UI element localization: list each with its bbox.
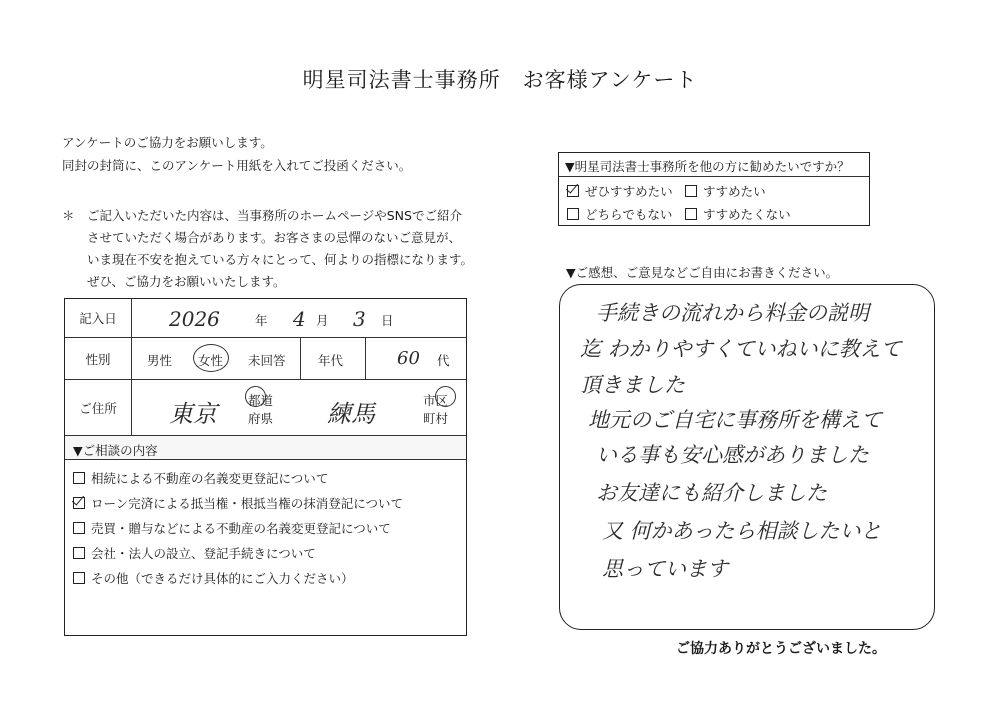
thanks-message: ご協力ありがとうございました。 xyxy=(676,641,886,657)
customer-info-table xyxy=(64,298,467,636)
intro-line: 同封の封筒に、このアンケート用紙を入れてご投函ください。 xyxy=(62,158,412,173)
note-line: させていただく場合があります。お客さまの忌憚のないご意見が、 xyxy=(87,230,462,245)
checkbox-checked-icon[interactable] xyxy=(73,497,85,509)
comment-line: 頂きました xyxy=(580,373,685,397)
month-unit: 月 xyxy=(316,313,329,328)
comments-label: ▼ご感想、ご意見などご自由にお書きください。 xyxy=(566,265,839,280)
divider xyxy=(300,338,301,380)
date-month-value[interactable]: 4 xyxy=(293,307,306,331)
age-label: 年代 xyxy=(318,353,344,368)
recommend-option[interactable]: どちらでもない xyxy=(567,205,672,223)
city-value[interactable]: 練馬 xyxy=(327,400,375,428)
prefecture-unit-bottom: 府県 xyxy=(248,411,274,426)
intro-text xyxy=(62,131,411,177)
address-row xyxy=(65,380,466,436)
recommend-option[interactable]: すすめたくない xyxy=(685,205,791,223)
asterisk-mark: ＊ xyxy=(62,208,75,223)
prefecture-value[interactable]: 東京 xyxy=(169,400,217,428)
gender-label: 性別 xyxy=(65,338,132,379)
date-day-value[interactable]: 3 xyxy=(353,307,366,331)
comment-line: 思っています xyxy=(602,557,728,581)
consult-header: ▼ご相談の内容 xyxy=(65,436,466,460)
note-line: いま現在不安を抱えている方々にとって、何よりの指標になります。 xyxy=(87,252,474,267)
checkbox-icon[interactable] xyxy=(73,572,85,584)
selection-circle-icon xyxy=(435,386,456,407)
date-row xyxy=(65,299,466,338)
comment-line: 又 何かあったら相談したいと xyxy=(602,519,882,543)
age-unit: 代 xyxy=(437,353,450,368)
consult-item[interactable]: その他（できるだけ具体的にご入力ください） xyxy=(73,569,354,587)
intro-line: アンケートのご協力をお願いします。 xyxy=(62,135,273,150)
gender-row xyxy=(65,338,466,380)
comments-box[interactable] xyxy=(559,284,935,630)
checkbox-icon[interactable] xyxy=(73,522,85,534)
checkbox-icon[interactable] xyxy=(685,185,697,197)
date-label: 記入日 xyxy=(65,299,132,337)
comment-line: 手続きの流れから料金の説明 xyxy=(596,301,869,325)
selection-circle-icon xyxy=(193,344,229,372)
note-line: ぜひ、ご協力をお願いいたします。 xyxy=(87,274,286,289)
recommend-option[interactable]: すすめたい xyxy=(685,182,766,200)
note-line: ご記入いただいた内容は、当事務所のホームページやSNSでご紹介 xyxy=(87,208,462,223)
checkbox-icon[interactable] xyxy=(567,208,579,220)
checkbox-icon[interactable] xyxy=(73,547,85,559)
prefecture-unit-top: 都道 xyxy=(248,393,274,408)
date-year-value[interactable]: 2026 xyxy=(169,307,220,331)
address-label: ご住所 xyxy=(65,380,132,435)
city-unit-bottom: 町村 xyxy=(423,411,449,426)
consult-item[interactable]: 会社・法人の設立、登記手続きについて xyxy=(73,544,316,562)
recommend-question: ▼明星司法書士事務所を他の方に勧めたいですか？ xyxy=(559,153,869,177)
comment-line: いる事も安心感がありました xyxy=(596,443,869,467)
gender-option-female[interactable]: 女性 xyxy=(198,353,224,368)
divider xyxy=(365,338,366,380)
checkbox-icon[interactable] xyxy=(73,472,85,484)
consult-item[interactable]: 売買・贈与などによる不動産の名義変更登記について xyxy=(73,519,391,537)
city-unit-top: 市区 xyxy=(423,393,449,408)
gender-option-male[interactable]: 男性 xyxy=(147,353,173,368)
comment-line: 迄 わかりやすくていねいに教えて xyxy=(580,337,902,361)
selection-circle-icon xyxy=(245,386,266,407)
comment-line: 地元のご自宅に事務所を構えて xyxy=(588,408,882,432)
gender-option-none[interactable]: 未回答 xyxy=(248,353,286,368)
recommend-option[interactable]: ぜひすすめたい xyxy=(567,182,673,200)
age-value[interactable]: 60 xyxy=(397,348,420,369)
day-unit: 日 xyxy=(381,313,394,328)
recommend-box xyxy=(558,152,870,226)
consult-item[interactable]: 相続による不動産の名義変更登記について xyxy=(73,469,328,487)
year-unit: 年 xyxy=(255,313,268,328)
checkbox-icon[interactable] xyxy=(685,208,697,220)
checkbox-checked-icon[interactable] xyxy=(567,185,579,197)
consult-item[interactable]: ローン完済による抵当権・根抵当権の抹消登記について xyxy=(73,494,403,512)
privacy-note xyxy=(62,205,473,293)
page-title: 明星司法書士事務所 お客様アンケート xyxy=(302,68,698,92)
comment-line: お友達にも紹介しました xyxy=(596,481,827,505)
